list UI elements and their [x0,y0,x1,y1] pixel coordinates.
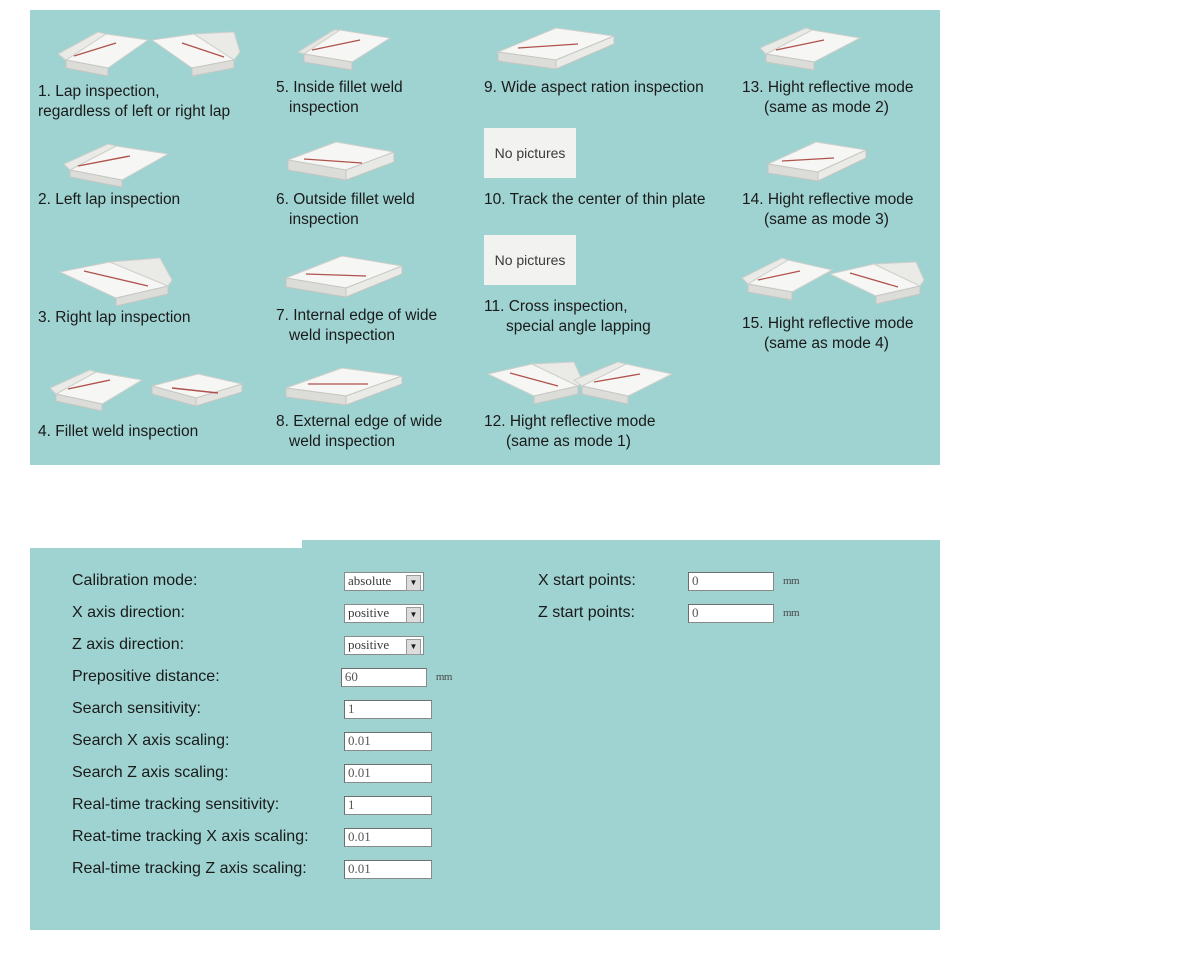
outside-fillet-plate-icon [284,136,400,192]
mode-11-images [484,235,742,297]
mode-4-caption: 4. Fillet weld inspection [38,423,199,440]
settings-right-column [538,565,838,629]
gallery-item-7 [276,252,484,346]
field-realtime-tracking-sensitivity [72,789,452,821]
gallery-column-1 [38,20,276,465]
gallery-item-1 [38,26,276,122]
gallery-item-9 [484,26,742,98]
external-edge-plate-icon [282,364,408,414]
field-realtime-tracking-z-axis-scaling [72,853,452,885]
mode-4-images [38,366,276,422]
prepositive-distance-label: Prepositive distance: [72,668,220,685]
wide-aspect-plate-icon [494,26,620,80]
fillet-plate-icon-2 [148,366,248,422]
no-pictures-placeholder-2: No pictures [484,235,576,285]
mode-1-images [38,26,276,82]
lap-plate-icon-mirror [148,26,240,82]
search-sensitivity-label: Search sensitivity: [72,700,201,717]
realtime-tracking-z-axis-scaling-input[interactable] [344,860,432,879]
reflective-plate-icon-b [572,360,676,414]
search-z-axis-scaling-label: Search Z axis scaling: [72,764,229,781]
calibration-mode-value: absolute [348,573,392,588]
prepositive-distance-input[interactable] [341,668,427,687]
fillet-plate-icon [50,366,146,422]
internal-edge-plate-icon [282,252,408,308]
prepositive-distance-unit: mm [435,671,452,683]
z-start-points-input[interactable] [688,604,774,623]
gallery-column-3 [484,20,742,465]
search-x-axis-scaling-label: Search X axis scaling: [72,732,230,749]
mode-14-images [742,136,940,190]
reflective-plate-2-icon [760,24,866,78]
mode-11-caption: 11. Cross inspection, special angle lapping [484,298,651,335]
right-lap-plate-icon [56,256,174,310]
no-pictures-placeholder: No pictures [484,128,576,178]
mode-10-caption: 10. Track the center of thin plate [484,191,706,208]
field-search-sensitivity [72,693,452,725]
field-z-axis-direction [72,629,452,661]
mode-12-caption: 12. Hight reflective mode (same as mode 1) [484,413,656,450]
z-axis-direction-select[interactable] [344,636,424,655]
gallery-item-13 [742,20,940,118]
tab-strip-stub [30,540,302,548]
gallery-item-5 [276,26,484,118]
mode-15-caption: 15. Hight reflective mode (same as mode 4) [742,315,914,352]
left-lap-plate-icon [64,140,174,192]
mode-2-caption: 2. Left lap inspection [38,191,181,208]
reflective-plate-4b-icon [826,258,926,312]
gallery-item-15 [742,254,940,354]
gallery-item-3 [38,256,276,328]
field-search-z-axis-scaling [72,757,452,789]
mode-8-images [276,364,484,412]
mode-6-caption: 6. Outside fillet weld inspection [276,191,415,228]
x-axis-direction-value: positive [348,605,390,620]
z-start-points-unit: mm [783,607,800,619]
gallery-column-4 [742,20,940,465]
calibration-mode-label: Calibration mode: [72,572,198,589]
gallery-item-11 [484,235,742,337]
realtime-tracking-sensitivity-input[interactable] [344,796,432,815]
reflective-plate-4a-icon [742,254,838,312]
mode-5-caption: 5. Inside fillet weld inspection [276,79,403,116]
mode-13-images [742,20,940,78]
reflective-plate-icon-a [484,360,584,414]
mode-9-caption: 9. Wide aspect ration inspection [484,79,704,96]
mode-12-images [484,360,742,412]
field-search-x-axis-scaling [72,725,452,757]
reflective-plate-3-icon [762,136,872,192]
calibration-settings-panel [30,540,940,930]
realtime-tracking-sensitivity-label: Real-time tracking sensitivity: [72,796,280,813]
mode-3-images [38,256,276,308]
mode-8-caption: 8. External edge of wide weld inspection [276,413,443,450]
lap-plate-icon [58,26,150,82]
calibration-mode-select[interactable] [344,572,424,591]
mode-5-images [276,26,484,78]
settings-left-column [72,565,452,885]
gallery-item-12 [484,360,742,452]
mode-9-images [484,26,742,78]
field-calibration-mode [72,565,452,597]
chevron-down-icon[interactable]: ▼ [406,607,421,623]
x-axis-direction-select[interactable] [344,604,424,623]
mode-10-images [484,128,742,190]
gallery-item-10 [484,128,742,210]
x-start-points-input[interactable] [688,572,774,591]
mode-2-images [38,140,276,190]
z-axis-direction-value: positive [348,637,390,652]
field-x-start-points [538,565,838,597]
gallery-item-14 [742,136,940,230]
mode-6-images [276,136,484,190]
search-x-axis-scaling-input[interactable] [344,732,432,751]
realtime-tracking-x-axis-scaling-input[interactable] [344,828,432,847]
realtime-tracking-z-axis-scaling-label: Real-time tracking Z axis scaling: [72,860,307,877]
x-axis-direction-label: X axis direction: [72,604,185,621]
mode-1-caption: 1. Lap inspection, regardless of left or right lap [38,83,231,120]
realtime-tracking-x-axis-scaling-label: Reat-time tracking X axis scaling: [72,828,309,845]
x-start-points-unit: mm [783,575,800,587]
search-z-axis-scaling-input[interactable] [344,764,432,783]
field-realtime-tracking-x-axis-scaling [72,821,452,853]
mode-7-caption: 7. Internal edge of wide weld inspection [276,307,438,344]
field-x-axis-direction [72,597,452,629]
mode-15-images [742,254,940,314]
gallery-item-8 [276,364,484,452]
gallery-item-2 [38,140,276,210]
field-prepositive-distance [72,661,452,693]
field-z-start-points [538,597,838,629]
mode-14-caption: 14. Hight reflective mode (same as mode 3) [742,191,914,228]
gallery-column-2 [276,20,484,465]
weld-mode-gallery [30,10,940,465]
z-start-points-label: Z start points: [538,604,635,621]
mode-13-caption: 13. Hight reflective mode (same as mode 2) [742,79,914,116]
search-sensitivity-input[interactable] [344,700,432,719]
mode-3-caption: 3. Right lap inspection [38,309,191,326]
x-start-points-label: X start points: [538,572,636,589]
chevron-down-icon[interactable]: ▼ [406,639,421,655]
z-axis-direction-label: Z axis direction: [72,636,185,653]
chevron-down-icon[interactable]: ▼ [406,575,421,591]
mode-7-images [276,252,484,306]
gallery-item-4 [38,366,276,442]
gallery-item-6 [276,136,484,230]
inside-fillet-plate-icon [290,26,396,80]
